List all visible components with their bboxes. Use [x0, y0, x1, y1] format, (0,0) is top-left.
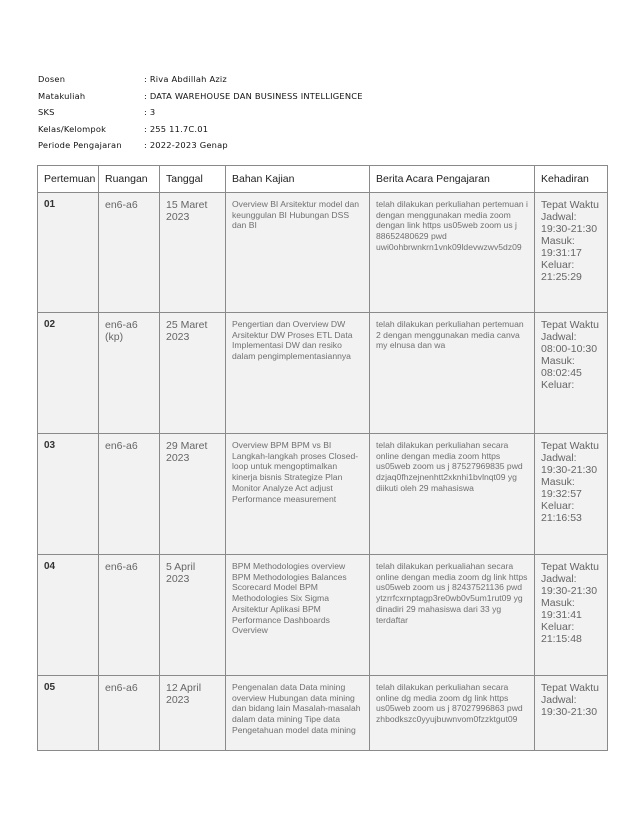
attendance-cell: Tepat Waktu Jadwal: 19:30-21:30 Masuk: 19:31:17 Keluar: 21:25:29 [535, 193, 608, 313]
topic-cell: Overview BI Arsitektur model dan keunggulan BI Hubungan DSS dan BI [226, 193, 370, 313]
minutes-cell: telah dilakukan perkuliahan pertemuan 2 dengan menggunakan media canva my elnusa dan wa [370, 313, 535, 434]
meeting-number: 05 [38, 676, 99, 751]
info-value: : DATA WAREHOUSE DAN BUSINESS INTELLIGENCE [144, 90, 363, 101]
room-cell: en6-a6 [99, 555, 160, 676]
meeting-number: 04 [38, 555, 99, 676]
attendance-cell: Tepat Waktu Jadwal: 08:00-10:30 Masuk: 08:02:45 Keluar: [535, 313, 608, 434]
column-header-date: Tanggal [160, 166, 226, 193]
minutes-cell: telah dilakukan perkuliahan pertemuan i dengan menggunakan media zoom dengan link https us05web zoom us j 88652480629 pwd uwi0ohbrwnkrn1vnk09ldevwzwv5dz09 [370, 193, 535, 313]
info-value: : 2022-2023 Genap [144, 140, 228, 150]
info-value: : Riva Abdillah Aziz [144, 74, 227, 84]
date-cell: 12 April 2023 [160, 676, 226, 751]
table-row [38, 313, 608, 434]
teaching-log-table [37, 165, 608, 751]
column-header-meeting: Pertemuan [38, 166, 99, 193]
room-cell: en6-a6 [99, 676, 160, 751]
room-cell: en6-a6 [99, 434, 160, 555]
info-value: : 255 11.7C.01 [144, 123, 209, 134]
table-row [38, 434, 608, 555]
meeting-number: 03 [38, 434, 99, 555]
info-label: SKS [38, 107, 55, 117]
topic-cell: Pengertian dan Overview DW Arsitektur DW Proses ETL Data Implementasi DW dan resiko dalam pengimplementasiannya [226, 313, 370, 434]
column-header-topic: Bahan Kajian [226, 166, 370, 193]
meeting-number: 02 [38, 313, 99, 434]
date-cell: 29 Maret 2023 [160, 434, 226, 555]
info-label: Dosen [38, 74, 66, 84]
minutes-cell: telah dilakukan perkuliahan secara online dg media zoom dg link https us05web zoom us j 87027996863 pwd zhbodkszc0yyujbuwnvom0fzzktgut09 [370, 676, 535, 751]
date-cell: 25 Maret 2023 [160, 313, 226, 434]
topic-cell: Overview BPM BPM vs BI Langkah-langkah proses Closed-loop untuk mengoptimalkan kinerja bisnis Strategize Plan Monitor Analyze Act adjust Performance measurement [226, 434, 370, 555]
info-label: Kelas/Kelompok [38, 123, 107, 134]
topic-cell: BPM Methodologies overview BPM Methodologies Balances Scorecard Model BPM Methodologies Six Sigma Arsitektur Aplikasi BPM Performance Dashboards Overview [226, 555, 370, 676]
attendance-cell: Tepat Waktu Jadwal: 19:30-21:30 Masuk: 19:32:57 Keluar: 21:16:53 [535, 434, 608, 555]
room-cell: en6-a6 [99, 193, 160, 313]
table-header-row [38, 166, 608, 193]
minutes-cell: telah dilakukan perkuliahan secara online dengan media zoom https us05web zoom us j 87527969835 pwd dzjaq0fhzejnenhtt2xknhi1bvlnqt09 yg diikuti oleh 29 mahasiswa [370, 434, 535, 555]
column-header-minutes: Berita Acara Pengajaran [370, 166, 535, 193]
room-cell: en6-a6 (kp) [99, 313, 160, 434]
info-label: Periode Pengajaran [38, 140, 122, 150]
attendance-cell: Tepat Waktu Jadwal: 19:30-21:30 Masuk: 19:31:41 Keluar: 21:15:48 [535, 555, 608, 676]
meeting-number: 01 [38, 193, 99, 313]
date-cell: 15 Maret 2023 [160, 193, 226, 313]
column-header-room: Ruangan [99, 166, 160, 193]
attendance-cell: Tepat Waktu Jadwal: 19:30-21:30 [535, 676, 608, 751]
info-label: Matakuliah [38, 90, 86, 101]
date-cell: 5 April 2023 [160, 555, 226, 676]
table-row [38, 193, 608, 313]
table-row [38, 676, 608, 751]
minutes-cell: telah dilakukan perkualiahan secara online dengan media zoom dg link https us05web zoom us j 82437521136 pwd ytzrrfcxrnptagp3re0wb0v5um1rut09 yg dinadiri 29 mahasiswa dari 33 yg terdaftar [370, 555, 535, 676]
table-row [38, 555, 608, 676]
topic-cell: Pengenalan data Data mining overview Hubungan data mining dan bidang lain Masalah-masalah dalam data mining Tipe data Pengetahuan model data mining [226, 676, 370, 751]
column-header-attendance: Kehadiran [535, 166, 608, 193]
info-value: : 3 [144, 107, 156, 117]
